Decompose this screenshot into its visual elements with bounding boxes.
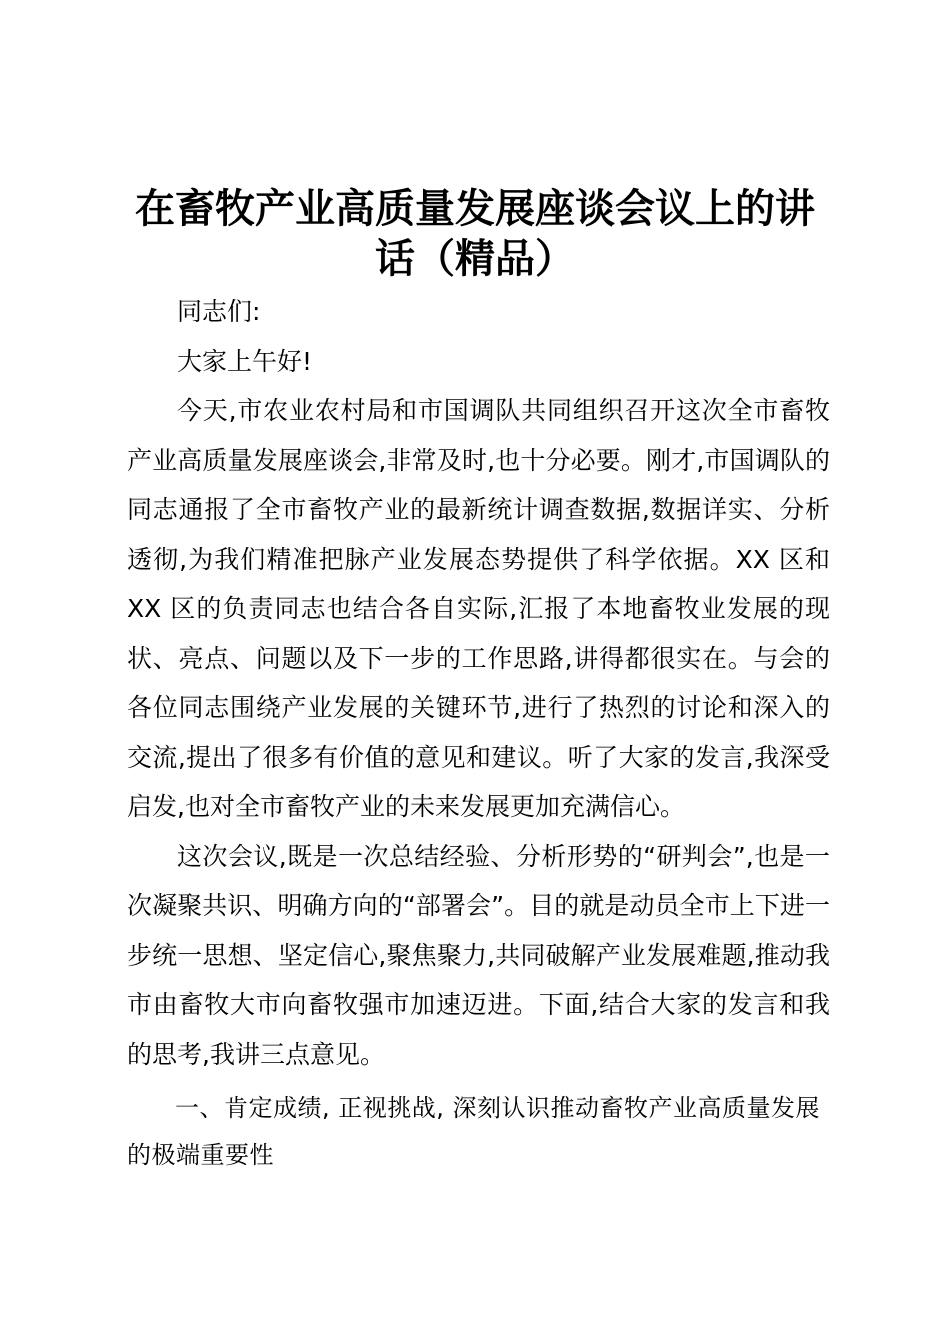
paragraph-intro: 今天,市农业农村局和市国调队共同组织召开这次全市畜牧产业高质量发展座谈会,非常及时,也十分必要。刚才,市国调队的同志通报了全市畜牧产业的最新统计调查数据,数据详实、分析透彻,为我们精准把脉产业发展态势提供了科学依据。XX 区和 XX 区的负责同志也结合各自实际,汇报了本地畜牧业发展的现状、亮点、问题以及下一步的工作思路,讲得都很实在。与会的各位同志围绕产业发展的关键环节,进行了热烈的讨论和深入的交流,提出了很多有价值的意见和建议。听了大家的发言,我深受启发,也对全市畜牧产业的未来发展更加充满信心。 bbox=[127, 396, 830, 821]
document-title: 在畜牧产业高质量发展座谈会议上的讲话（精品） bbox=[135, 185, 815, 282]
salutation: 同志们: bbox=[177, 297, 261, 326]
document-body bbox=[127, 287, 830, 1179]
section-heading-1: 一、肯定成绩, 正视挑战, 深刻认识推动畜牧产业高质量发展的极端重要性 bbox=[127, 1094, 821, 1169]
greeting: 大家上午好! bbox=[177, 346, 313, 376]
paragraph-purpose: 这次会议,既是一次总结经验、分析形势的“研判会”,也是一次凝聚共识、明确方向的“部署会”。目的就是动员全市上下进一步统一思想、坚定信心,聚焦聚力,共同破解产业发展难题,推动我市由畜牧大市向畜牧强市加速迈进。下面,结合大家的发言和我的思考,我讲三点意见。 bbox=[127, 841, 830, 1069]
